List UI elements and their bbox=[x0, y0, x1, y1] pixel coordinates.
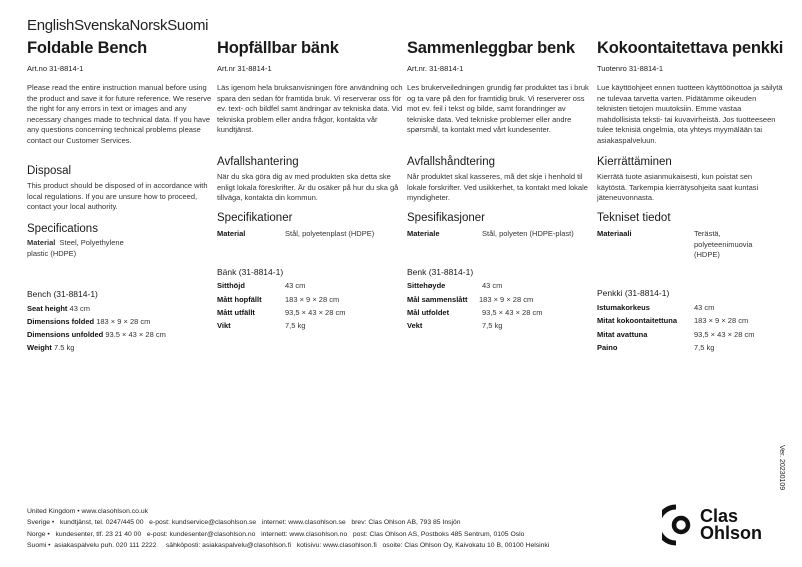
spec-row bbox=[407, 308, 542, 317]
column-finnish bbox=[597, 0, 783, 380]
spec-value: 7,5 kg bbox=[285, 321, 306, 330]
footer-sweden: Sverige • kundtjänst, tel. 0247/445 00 e-post: kundservice@clasohlson.se internet: www.clasohlson.se brev: Clas Ohlson AB, 793 85 Insjön bbox=[27, 519, 461, 526]
logo-line2: Ohlson bbox=[700, 523, 762, 543]
language-list: EnglishSvenskaNorskSuomi bbox=[27, 17, 209, 34]
spec-row bbox=[27, 343, 74, 352]
spec-label: Mål sammenslått bbox=[407, 295, 468, 304]
disposal-text: Kierrätä tuote asianmukaisesti, kun poistat sen käytöstä. Tarkempia kierrätysohjeita saat kuntasi jäteneuvonnasta. bbox=[597, 172, 759, 202]
spec-row bbox=[597, 343, 714, 352]
material-value: Terästä, polyeteenimuovia (HDPE) bbox=[694, 229, 753, 259]
disposal-heading: Avfallshåndtering bbox=[407, 156, 496, 168]
material-spec bbox=[27, 238, 137, 259]
spec-heading: Tekniset tiedot bbox=[597, 212, 671, 224]
material-value: Steel, Polyethylene plastic (HDPE) bbox=[27, 238, 124, 258]
article-number: Art.nr 31-8814-1 bbox=[217, 64, 272, 73]
intro-text: Läs igenom hela bruksanvisningen före användning och spara den sedan för framtida bruk. Vi reserverar oss för ev. text- och bildfel samt ändringar av tekniska data. Vid tekniska problem eller andra frågor, kontakta vår kundtjänst. bbox=[217, 83, 403, 134]
column-english bbox=[27, 0, 213, 380]
spec-row bbox=[217, 321, 305, 330]
material-label: Material bbox=[217, 229, 246, 238]
product-title: Kokoontaitettava penkki bbox=[597, 39, 784, 57]
spec-value: 43 cm bbox=[69, 304, 90, 313]
material-label: Material bbox=[27, 238, 56, 247]
spec-value: 93.5 × 43 × 28 cm bbox=[105, 330, 166, 339]
spec-label: Dimensions folded bbox=[27, 317, 95, 326]
product-title: Sammenleggbar benk bbox=[407, 39, 575, 57]
disposal-heading: Kierrättäminen bbox=[597, 156, 672, 168]
spec-label: Seat height bbox=[27, 304, 68, 313]
footer-finland: Suomi • asiakaspalvelu puh. 020 111 2222 sähköposti: asiakaspalvelu@clasohlson.fi kotisivu: www.clasohlson.fi osoite: Clas Ohlson Oy, Kaivokatu 10 B, 00100 Helsinki bbox=[27, 542, 550, 549]
intro-text: Please read the entire instruction manual before using the product and save it for future reference. We reserve the right for any errors in text or images and any necessary changes made to technical data. If you have any questions concerning technical problems please contact our Customer Services. bbox=[27, 83, 212, 145]
spec-row bbox=[407, 321, 502, 330]
spec-label: Weight bbox=[27, 343, 52, 352]
version-label: Ver. 20230109 bbox=[778, 445, 785, 491]
spec-label: Mitat kokoontaitettuna bbox=[597, 316, 677, 325]
spec-value: 43 cm bbox=[482, 281, 503, 290]
spec-value: 183 × 9 × 28 cm bbox=[694, 316, 749, 325]
spec-label: Mål utfoldet bbox=[407, 308, 450, 317]
disposal-text: När du ska göra dig av med produkten ska detta ske enligt lokala föreskrifter. Är du osäker på hur du ska gå tillväga, kontakta din kommun. bbox=[217, 172, 399, 202]
article-number: Art.no 31-8814-1 bbox=[27, 64, 84, 73]
logo-line1: Clas bbox=[700, 506, 739, 526]
spec-heading: Specifications bbox=[27, 223, 98, 235]
spec-label: Vikt bbox=[217, 321, 231, 330]
spec-row bbox=[217, 295, 339, 304]
spec-value: 183 × 9 × 28 cm bbox=[479, 295, 534, 304]
footer-norway: Norge • kundesenter, tlf. 23 21 40 00 e-post: kundesenter@clasohlson.no internett: www.clasohlson.no post: Clas Ohlson AS, Postboks 485 Sentrum, 0105 Oslo bbox=[27, 531, 525, 538]
material-spec bbox=[217, 229, 374, 238]
intro-text: Les brukerveiledningen grundig før produktet tas i bruk og ta vare på den for framtidig bruk. Vi reserverer oss mot ev. feil i tekst og bilde, samt forandringer av tekniske data. Ved tekniske problemer eller andre spørsmål, ta kontakt med vårt kundesenter. bbox=[407, 83, 589, 134]
spec-label: Vekt bbox=[407, 321, 423, 330]
material-spec bbox=[597, 229, 754, 261]
spec-value: 183 × 9 × 28 cm bbox=[285, 295, 340, 304]
product-heading: Benk (31-8814-1) bbox=[407, 267, 474, 277]
spec-value: 43 cm bbox=[694, 303, 715, 312]
spec-row bbox=[597, 303, 714, 312]
spec-label: Mått hopfällt bbox=[217, 295, 262, 304]
spec-value: 93,5 × 43 × 28 cm bbox=[694, 330, 755, 339]
product-heading: Penkki (31-8814-1) bbox=[597, 288, 670, 298]
material-label: Materiale bbox=[407, 229, 440, 238]
product-title: Hopfällbar bänk bbox=[217, 39, 339, 57]
material-label: Materiaali bbox=[597, 229, 632, 238]
spec-value: 7,5 kg bbox=[482, 321, 503, 330]
spec-row bbox=[27, 317, 150, 326]
spec-row bbox=[27, 330, 166, 339]
spec-heading: Spesifikasjoner bbox=[407, 212, 485, 224]
spec-row bbox=[597, 330, 754, 339]
spec-row bbox=[597, 316, 748, 325]
product-heading: Bench (31-8814-1) bbox=[27, 289, 98, 299]
spec-value: 43 cm bbox=[285, 281, 306, 290]
spec-label: Mitat avattuna bbox=[597, 330, 648, 339]
spec-value: 93,5 × 43 × 28 cm bbox=[285, 308, 346, 317]
article-number: Tuotenro 31-8814-1 bbox=[597, 64, 664, 73]
disposal-text: Når produktet skal kasseres, må det skje i henhold til lokale forskrifter. Ved usikkerhet, ta kontakt med lokale myndigheter. bbox=[407, 172, 588, 202]
spec-label: Istumakorkeus bbox=[597, 303, 650, 312]
clas-ohlson-logo bbox=[662, 503, 762, 547]
spec-row bbox=[407, 295, 533, 304]
product-title: Foldable Bench bbox=[27, 39, 148, 57]
spec-value: 7,5 kg bbox=[694, 343, 715, 352]
intro-text: Lue käyttöohjeet ennen tuotteen käyttöönottoa ja säilytä ne tulevaa tarvetta varten. Pidätämme oikeuden teknisten tietojen muutoksiin. Emme vastaa mahdollisista teksti- tai kuvavirheistä. Jos tuotteeseen tulee teknisiä ongelmia, ota yhteys myymälään tai asiakaspalveluun. bbox=[597, 83, 783, 145]
disposal-heading: Avfallshantering bbox=[217, 156, 299, 168]
spec-label: Sitthöjd bbox=[217, 281, 245, 290]
spec-heading: Specifikationer bbox=[217, 212, 293, 224]
spec-row bbox=[217, 308, 345, 317]
footer-uk: United Kingdom • www.clasohlson.co.uk bbox=[27, 508, 149, 515]
spec-value: 183 × 9 × 28 cm bbox=[96, 317, 151, 326]
spec-label: Paino bbox=[597, 343, 618, 352]
logo-mark-icon bbox=[662, 503, 694, 547]
material-spec bbox=[407, 229, 574, 238]
spec-row bbox=[407, 281, 502, 290]
spec-row bbox=[217, 281, 305, 290]
disposal-heading: Disposal bbox=[27, 165, 72, 177]
column-swedish bbox=[217, 0, 403, 380]
material-value: Stål, polyetenplast (HDPE) bbox=[285, 229, 375, 238]
disposal-text: This product should be disposed of in accordance with local regulations. If you are unsure how to proceed, contact your local authority. bbox=[27, 181, 208, 211]
spec-value: 93,5 × 43 × 28 cm bbox=[482, 308, 543, 317]
material-value: Stål, polyeten (HDPE-plast) bbox=[482, 229, 574, 238]
logo-text bbox=[700, 508, 762, 542]
spec-row bbox=[27, 304, 90, 313]
spec-label: Sittehøyde bbox=[407, 281, 446, 290]
article-number: Art.nr. 31-8814-1 bbox=[407, 64, 464, 73]
spec-label: Mått utfällt bbox=[217, 308, 255, 317]
product-heading: Bänk (31-8814-1) bbox=[217, 267, 284, 277]
spec-value: 7.5 kg bbox=[53, 343, 75, 352]
column-norwegian bbox=[407, 0, 593, 380]
spec-label: Dimensions unfolded bbox=[27, 330, 104, 339]
